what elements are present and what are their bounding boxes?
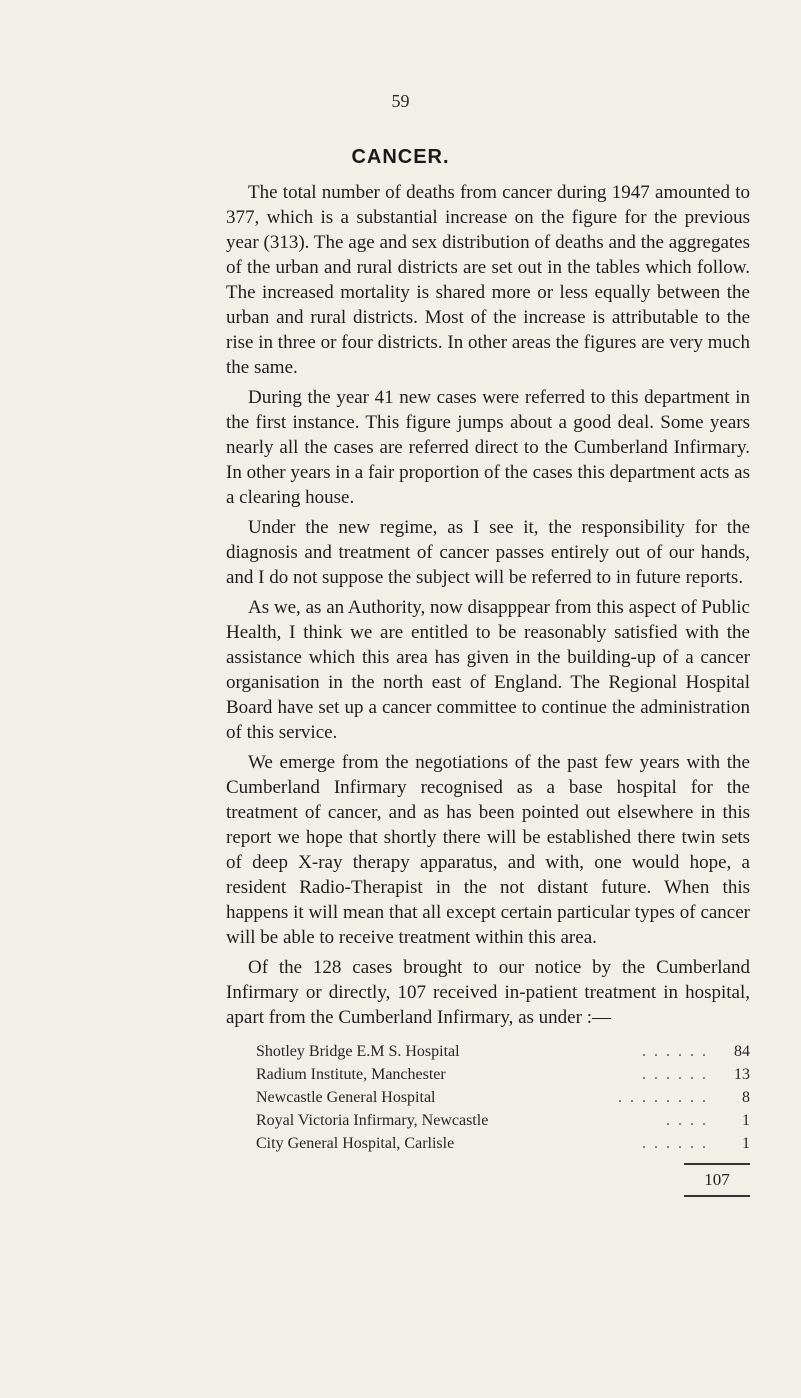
hospital-count: 8 <box>742 1089 750 1106</box>
hospital-count: 1 <box>742 1135 750 1152</box>
hospital-name: Radium Institute, Manchester <box>256 1066 446 1083</box>
leader-dots: . . . . . . <box>642 1135 708 1152</box>
hospital-name: Royal Victoria Infirmary, Newcastle <box>256 1112 489 1129</box>
leader-dots: . . . . . . <box>642 1043 708 1060</box>
list-item <box>256 1086 750 1109</box>
total-rule-bottom <box>684 1195 750 1197</box>
list-item <box>256 1132 750 1155</box>
total-block <box>684 1163 750 1197</box>
list-item <box>256 1040 750 1063</box>
hospital-count: 13 <box>734 1066 750 1083</box>
hospital-list <box>256 1040 750 1197</box>
leader-dots: . . . . . . <box>642 1066 708 1083</box>
hospital-count: 84 <box>734 1043 750 1060</box>
hospital-count: 1 <box>742 1112 750 1129</box>
list-item <box>256 1109 750 1132</box>
hospital-name: Newcastle General Hospital <box>256 1089 436 1106</box>
paragraph-deaths: The total number of deaths from cancer during 1947 amounted to 377, which is a substantial increase on the figure for the previous year (313). The age and sex distribution of deaths and the aggregates of the urban and rural districts are set out in the tables which follow. The increased mortality is shared more or less equally between the urban and rural districts. Most of the increase is attributable to the rise in three or four districts. In other areas the figures are very much the same. <box>226 182 750 378</box>
paragraph-authority: As we, as an Authority, now disapppear from this aspect of Public Health, I think we are entitled to be reasonably satisfied with the assistance which this area has given in the building-up of a cancer organisation in the north east of England. The Regional Hospital Board have set up a cancer committee to continue the administration of this service. <box>226 597 750 743</box>
body-text <box>226 180 750 1197</box>
hospital-name: City General Hospital, Carlisle <box>256 1135 455 1152</box>
list-item <box>256 1063 750 1086</box>
section-heading: CANCER. <box>351 146 450 168</box>
page-number: 59 <box>391 91 410 111</box>
paragraph-new-cases: During the year 41 new cases were referred to this department in the first instance. This figure jumps about a good deal. Some years nearly all the cases are referred direct to the Cumberland Infirmary. In other years in a fair proportion of the cases this department acts as a clearing house. <box>226 387 750 508</box>
paragraph-cases-summary: Of the 128 cases brought to our notice by the Cumberland Infirmary or directly, 107 received in-patient treatment in hospital, apart from the Cumberland Infirmary, as under :— <box>226 957 750 1028</box>
paragraph-new-regime: Under the new regime, as I see it, the responsibility for the diagnosis and treatment of cancer passes entirely out of our hands, and I do not suppose the subject will be referred to in future reports. <box>226 517 750 588</box>
leader-dots: . . . . <box>666 1112 708 1129</box>
hospital-name: Shotley Bridge E.M S. Hospital <box>256 1043 460 1060</box>
leader-dots: . . . . . . . . <box>618 1089 708 1106</box>
paragraph-negotiations: We emerge from the negotiations of the past few years with the Cumberland Infirmary recognised as a base hospital for the treatment of cancer, and as has been pointed out elsewhere in this report we hope that shortly there will be established there twin sets of deep X-ray therapy apparatus, and with, one would hope, a resident Radio-Therapist in the not distant future. When this happens it will mean that all except certain particular types of cancer will be able to receive treatment within this area. <box>226 752 750 948</box>
total-value: 107 <box>704 1170 730 1189</box>
